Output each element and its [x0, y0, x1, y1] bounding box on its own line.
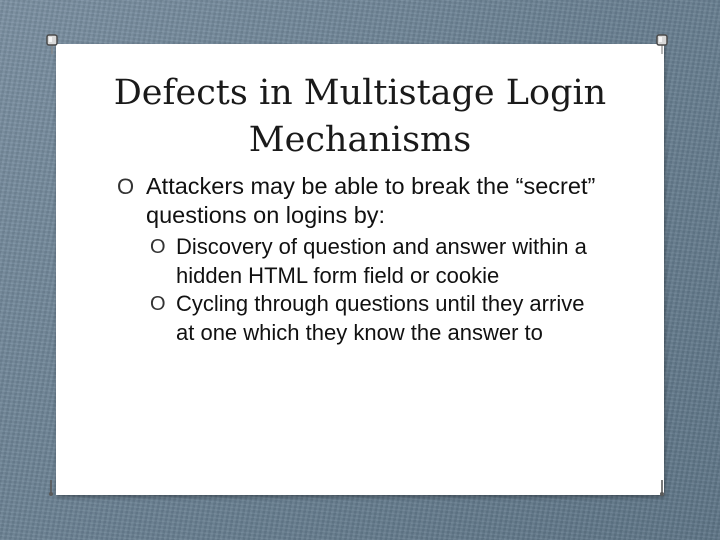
- sub-bullet-text: Discovery of question and answer within a hidden HTML form field or cookie: [176, 234, 587, 288]
- main-bullet-text: Attackers may be able to break the “secret” questions on logins by:: [146, 173, 596, 228]
- pushpin-icon: [44, 476, 58, 498]
- main-bullet: [117, 172, 637, 230]
- slide-title-line-2: Mechanisms: [248, 120, 472, 160]
- sub-bullet: [150, 233, 596, 290]
- sub-bullet-text: Cycling through questions until they arrive at one which they know the answer to: [176, 291, 585, 345]
- bullet-list: [117, 172, 637, 347]
- slide-title-line-1: Defects in Multistage Login: [113, 73, 607, 113]
- sub-bullet-list: [117, 233, 637, 347]
- bullet-marker: O: [117, 174, 135, 199]
- bullet-marker: O: [150, 236, 166, 258]
- pushpin-icon: [655, 33, 669, 55]
- pushpin-icon: [655, 476, 669, 498]
- slide-title: [56, 70, 664, 164]
- sub-bullet-group: [117, 233, 637, 347]
- bullet-marker: O: [150, 293, 166, 315]
- pushpin-icon: [45, 33, 59, 55]
- sub-bullet: [150, 290, 596, 347]
